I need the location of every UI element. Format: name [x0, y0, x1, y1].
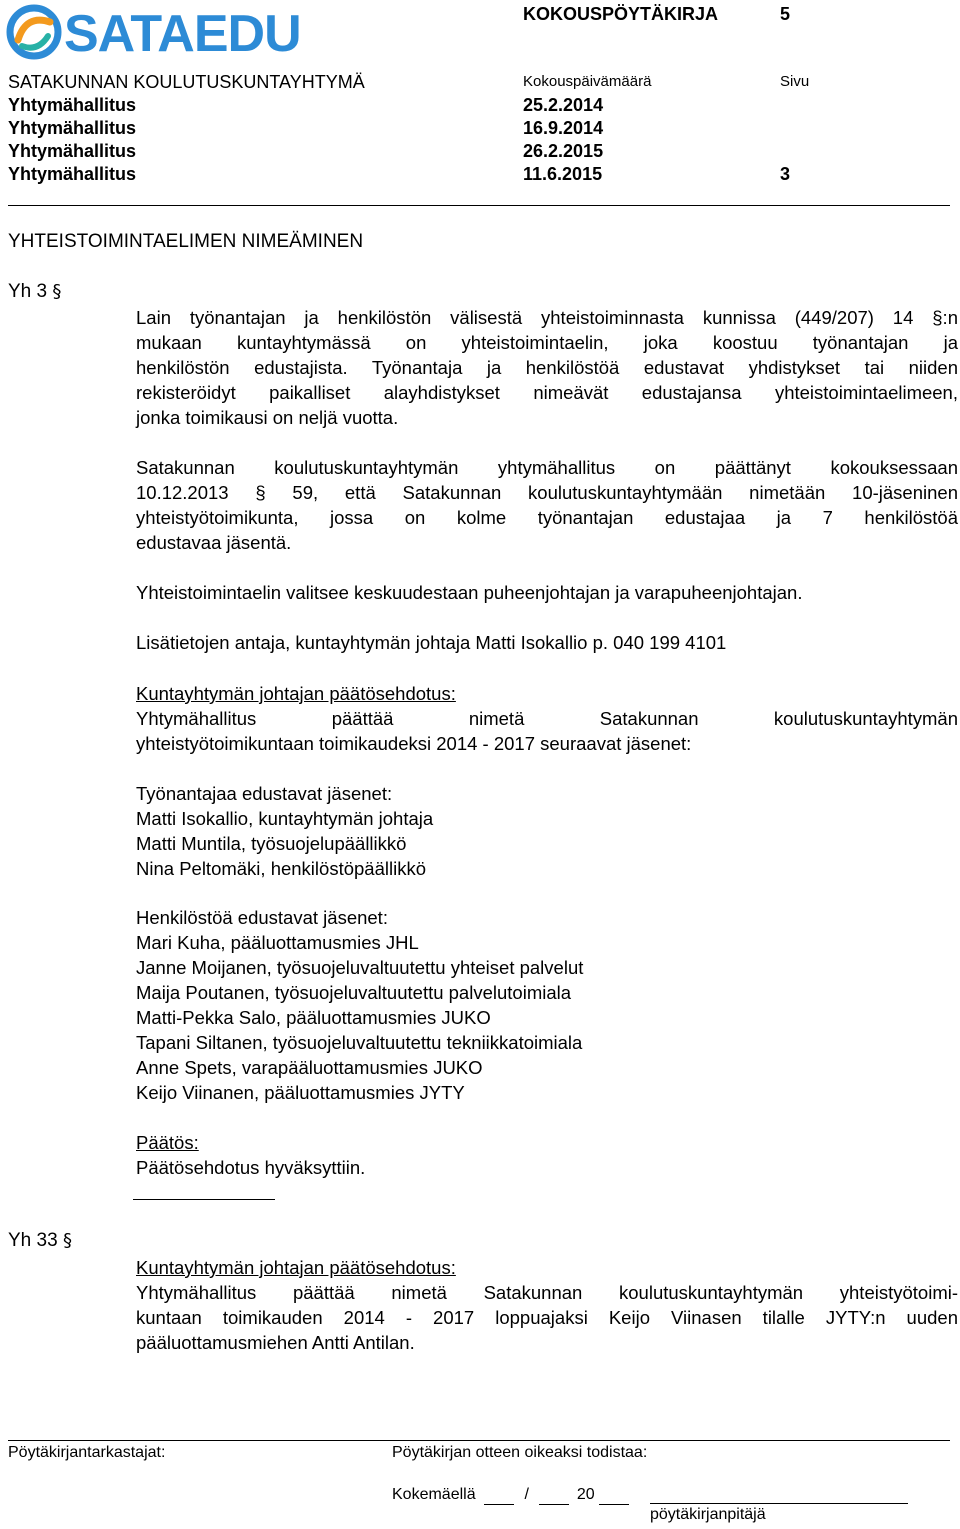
year-prefix: 20: [576, 1486, 595, 1503]
certification-line: [392, 1486, 629, 1505]
list-item: Tapani Siltanen, työsuojeluvaltuutettu tekniikkatoimiala: [136, 1032, 583, 1053]
chair-paragraph: Yhteistoimintaelin valitsee keskuudestaan puheenjohtajan ja varapuheenjohtajan.: [136, 582, 803, 603]
meeting-date: 26.2.2015: [523, 141, 604, 161]
month-blank: [539, 1486, 569, 1505]
reviewers-label: Pöytäkirjantarkastajat:: [8, 1444, 166, 1461]
proposal-block: [136, 681, 958, 756]
page-column-label: Sivu: [780, 73, 810, 90]
meeting-date: 25.2.2014: [523, 95, 604, 115]
certified-label: Pöytäkirjan otteen oikeaksi todistaa:: [392, 1444, 648, 1461]
text-line: kuntaan toimikauden 2014 - 2017 loppuajaksi Keijo Viinasen tilalle JYTY:n uuden: [136, 1307, 958, 1328]
page-title: YHTEISTOIMINTAELIMEN NIMEÄMINEN: [8, 231, 364, 252]
list-item: Keijo Viinanen, pääluottamusmies JYTY: [136, 1082, 465, 1103]
list-item: Mari Kuha, pääluottamusmies JHL: [136, 932, 419, 953]
list-item: Matti Isokallio, kuntayhtymän johtaja: [136, 808, 434, 829]
decision-text: Päätösehdotus hyväksyttiin.: [136, 1157, 366, 1178]
text-line: edustavaa jäsentä.: [136, 532, 292, 553]
keeper-label: pöytäkirjanpitäjä: [650, 1506, 766, 1523]
section-number: Yh 33: [8, 1230, 58, 1251]
decision-heading: Päätös:: [136, 1132, 199, 1153]
organization-name: SATAKUNNAN KOULUTUSKUNTAYHTYMÄ: [8, 72, 365, 92]
meeting-date: 11.6.2015: [523, 164, 603, 184]
section-number: Yh 3: [8, 281, 48, 302]
day-blank: [484, 1486, 514, 1505]
section-symbol: §: [52, 281, 62, 302]
proposal-block-2: [136, 1255, 958, 1355]
text-line: mukaan kuntayhtymässä on yhteistoimintaelin, joka koostuu työnantajan ja: [136, 332, 958, 353]
text-line: Yhtymähallitus päättää nimetä Satakunnan koulutuskuntayhtymän yhteistyötoimi-: [136, 1282, 958, 1303]
list-item: Anne Spets, varapääluottamusmies JUKO: [136, 1057, 483, 1078]
text-line: yhteistyötoimikunta, jossa on kolme työnantajan edustajaa ja 7 henkilöstöä: [136, 507, 958, 528]
contact-paragraph: Lisätietojen antaja, kuntayhtymän johtaja Matti Isokallio p. 040 199 4101: [136, 632, 727, 653]
meeting-body: Yhtymähallitus: [8, 118, 137, 138]
text-line: pääluottamusmiehen Antti Antilan.: [136, 1332, 415, 1353]
section-label: [8, 1230, 72, 1252]
proposal-heading: Kuntayhtymän johtajan päätösehdotus:: [136, 1257, 456, 1278]
list-item: Matti Muntila, työsuojelupäällikkö: [136, 833, 407, 854]
staff-members-heading: Henkilöstöä edustavat jäsenet:: [136, 907, 388, 928]
place-name: Kokemäellä: [392, 1486, 476, 1503]
meeting-page: 3: [780, 164, 791, 184]
list-item: Nina Peltomäki, henkilöstöpäällikkö: [136, 858, 426, 879]
meeting-body: Yhtymähallitus: [8, 141, 137, 161]
page-number: 5: [780, 4, 791, 24]
text-line: yhteistyötoimikuntaan toimikaudeksi 2014 - 2017 seuraavat jäsenet:: [136, 733, 692, 754]
employer-members: [136, 781, 958, 881]
text-line: 10.12.2013 § 59, että Satakunnan koulutuskuntayhtymään nimetään 10-jäseninen: [136, 482, 958, 503]
proposal-heading: Kuntayhtymän johtajan päätösehdotus:: [136, 683, 456, 704]
date-separator: /: [524, 1486, 529, 1503]
text-line: jonka toimikausi on neljä vuotta.: [136, 407, 399, 428]
section-label: [8, 281, 61, 303]
list-item: Maija Poutanen, työsuojeluvaltuutettu palvelutoimiala: [136, 982, 572, 1003]
employer-members-heading: Työnantajaa edustavat jäsenet:: [136, 783, 393, 804]
date-column-label: Kokouspäivämäärä: [523, 73, 652, 90]
logo-swirl-icon: [6, 2, 62, 62]
meeting-body: Yhtymähallitus: [8, 95, 137, 115]
footer-divider: [8, 1440, 950, 1441]
doc-type: KOKOUSPÖYTÄKIRJA: [523, 4, 719, 24]
header-divider: [8, 205, 950, 206]
intro-paragraph: [136, 305, 958, 430]
logo-wordmark: SATAEDU: [64, 5, 301, 63]
year-blank: [599, 1486, 629, 1505]
text-line: Satakunnan koulutuskuntayhtymän yhtymähallitus on päättänyt kokouksessaan: [136, 457, 958, 478]
meeting-body: Yhtymähallitus: [8, 164, 137, 184]
text-line: Yhtymähallitus päättää nimetä Satakunnan koulutuskuntayhtymän: [136, 708, 958, 729]
decision-block: [136, 1130, 958, 1180]
sataedu-logo: [6, 2, 301, 64]
section-symbol: §: [62, 1230, 72, 1251]
signature-line: [650, 1503, 908, 1504]
background-paragraph: [136, 455, 958, 555]
section-end-rule: [133, 1199, 275, 1200]
meeting-date: 16.9.2014: [523, 118, 604, 138]
text-line: rekisteröidyt paikalliset alayhdistykset nimeävät edustajansa yhteistoimintaelimeen,: [136, 382, 958, 403]
text-line: henkilöstön edustajista. Työnantaja ja henkilöstöä edustavat yhdistykset tai niiden: [136, 357, 958, 378]
text-line: Lain työnantajan ja henkilöstön välisestä yhteistoiminnasta kunnissa (449/207) 14 §:n: [136, 307, 958, 328]
list-item: Matti-Pekka Salo, pääluottamusmies JUKO: [136, 1007, 491, 1028]
list-item: Janne Moijanen, työsuojeluvaltuutettu yhteiset palvelut: [136, 957, 584, 978]
staff-members: [136, 905, 958, 1105]
